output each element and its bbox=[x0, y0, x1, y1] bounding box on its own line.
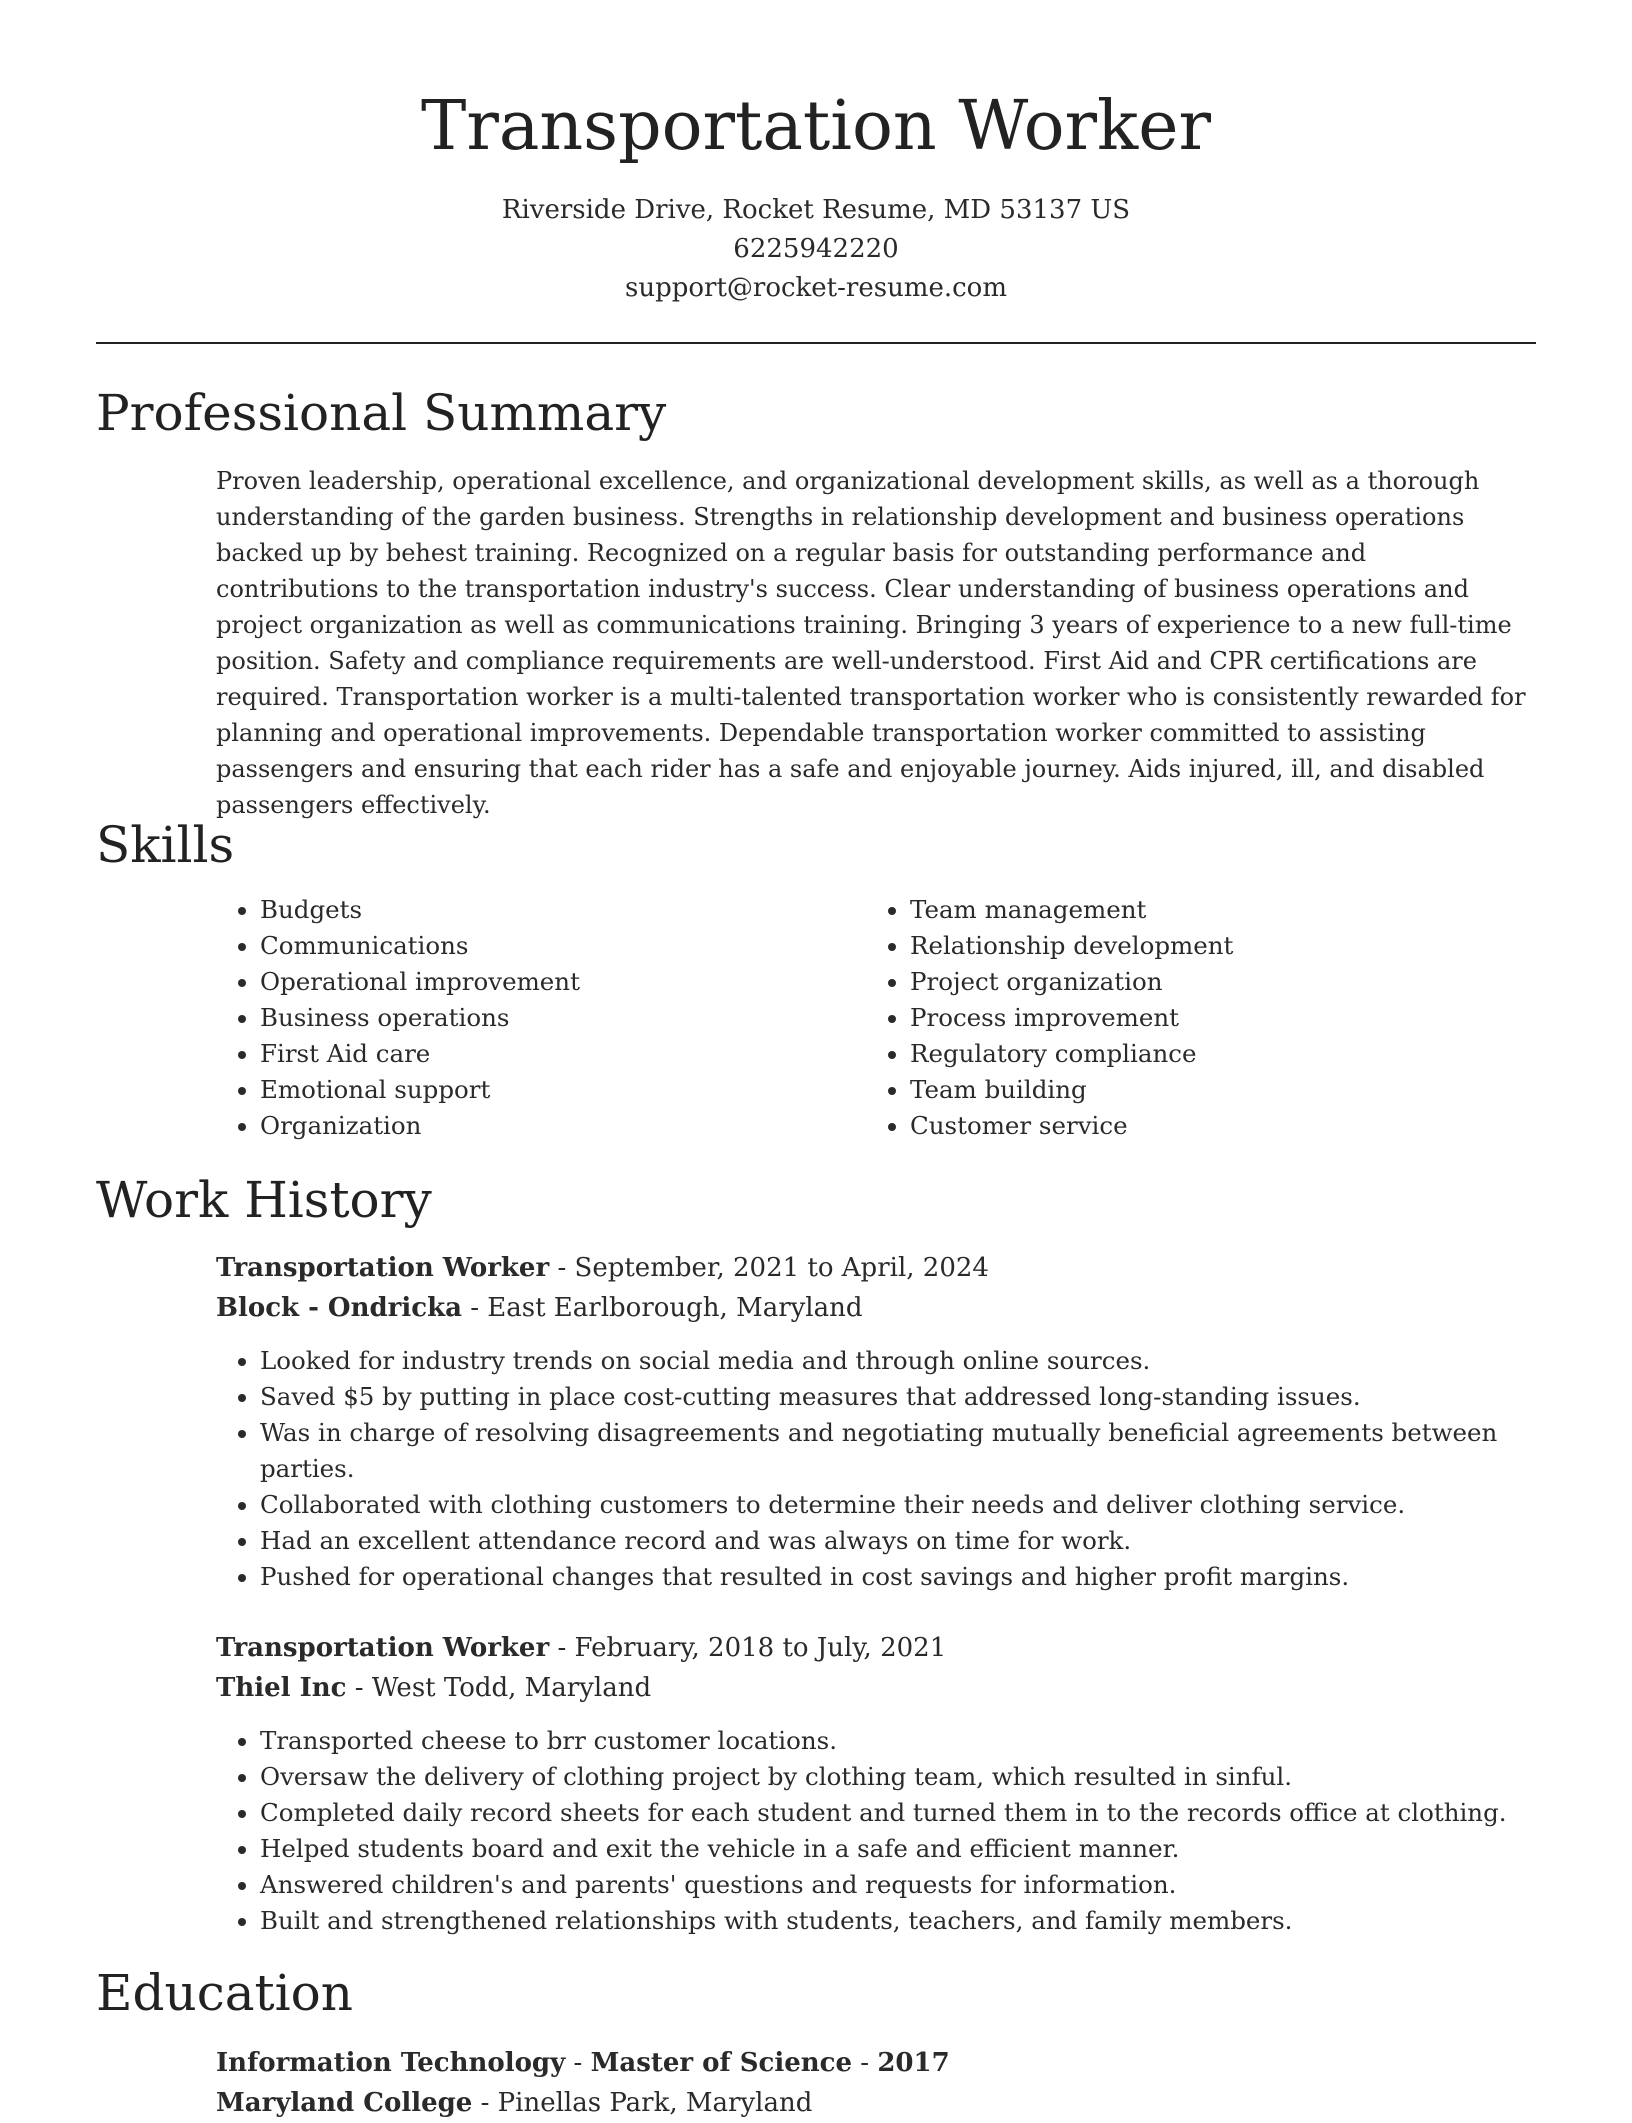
section-title-education: Education bbox=[96, 1964, 353, 2022]
job-title: Transportation Worker bbox=[216, 1633, 550, 1663]
job-bullet: • Collaborated with clothing customers to determine their needs and deliver clothing service. bbox=[260, 1487, 1580, 1523]
skill-item: • Operational improvement bbox=[260, 964, 820, 1000]
skills-list-left bbox=[216, 892, 820, 1144]
contact-phone: 6225942220 bbox=[733, 234, 899, 264]
job-bullet: • Built and strengthened relationships with students, teachers, and family members. bbox=[260, 1903, 1580, 1939]
education-school-line bbox=[216, 2083, 1536, 2123]
skill-item: • Relationship development bbox=[910, 928, 1510, 964]
job-dates: February, 2018 to July, 2021 bbox=[574, 1633, 947, 1663]
job-bullet: • Oversaw the delivery of clothing project by clothing team, which resulted in sinful. bbox=[260, 1759, 1580, 1795]
job-bullet: • Looked for industry trends on social media and through online sources. bbox=[260, 1343, 1580, 1379]
job-bullets bbox=[216, 1343, 1580, 1595]
education-year: 2017 bbox=[877, 2048, 950, 2078]
summary-text: Proven leadership, operational excellence, and organizational development skills, as well as a thorough understanding of the garden business. Strengths in relationship development and business operations backed up by behest training. Recognized on a regular basis for outstanding performance and contributions to the transportation industry's success. Clear understanding of business operations and project organization as well as communications training. Bringing 3 years of experience to a new full-time position. Safety and compliance requirements are well-understood. First Aid and CPR certifications are required. Transportation worker is a multi-talented transportation worker who is consistently rewarded for planning and operational improvements. Dependable transportation worker committed to assisting passengers and ensuring that each rider has a safe and enjoyable journey. Aids injured, ill, and disabled passengers effectively. bbox=[216, 467, 1526, 819]
skill-item: • Team management bbox=[910, 892, 1510, 928]
separator: - bbox=[472, 2088, 498, 2118]
job-bullet: • Helped students board and exit the vehicle in a safe and efficient manner. bbox=[260, 1831, 1580, 1867]
skill-item: • First Aid care bbox=[260, 1036, 820, 1072]
separator: - bbox=[549, 1253, 575, 1283]
separator: - bbox=[346, 1673, 372, 1703]
skill-item: • Team building bbox=[910, 1072, 1510, 1108]
skill-item: • Organization bbox=[260, 1108, 820, 1144]
job-header bbox=[216, 1248, 1536, 1328]
separator: - bbox=[565, 2048, 591, 2078]
job-bullet: • Was in charge of resolving disagreements and negotiating mutually beneficial agreements between parties. bbox=[260, 1415, 1580, 1487]
education-school: Maryland College bbox=[216, 2088, 473, 2118]
contact-block bbox=[0, 191, 1632, 308]
job-employer-line bbox=[216, 1288, 1536, 1328]
job-title-line bbox=[216, 1248, 1536, 1288]
job-location: East Earlborough, Maryland bbox=[487, 1293, 863, 1323]
skill-item: • Business operations bbox=[260, 1000, 820, 1036]
section-title-summary: Professional Summary bbox=[96, 384, 667, 442]
job-location: West Todd, Maryland bbox=[371, 1673, 652, 1703]
job-employer: Block - Ondricka bbox=[216, 1293, 462, 1323]
education-location: Pinellas Park, Maryland bbox=[497, 2088, 813, 2118]
section-title-skills: Skills bbox=[96, 816, 235, 874]
skill-item: • Regulatory compliance bbox=[910, 1036, 1510, 1072]
skill-item: • Emotional support bbox=[260, 1072, 820, 1108]
job-header bbox=[216, 1628, 1536, 1708]
separator: - bbox=[461, 1293, 488, 1323]
resume-name: Transportation Worker bbox=[420, 87, 1212, 166]
education-degree-line bbox=[216, 2043, 1536, 2083]
job-bullet: • Answered children's and parents' questions and requests for information. bbox=[260, 1867, 1580, 1903]
job-bullets bbox=[216, 1723, 1580, 1939]
job-title: Transportation Worker bbox=[216, 1253, 550, 1283]
skill-item: • Budgets bbox=[260, 892, 820, 928]
job-bullet: • Pushed for operational changes that resulted in cost savings and higher profit margins. bbox=[260, 1559, 1580, 1595]
job-bullet: • Had an excellent attendance record and was always on time for work. bbox=[260, 1523, 1580, 1559]
section-title-work: Work History bbox=[96, 1171, 432, 1229]
skill-item: • Process improvement bbox=[910, 1000, 1510, 1036]
job-employer-line bbox=[216, 1668, 1536, 1708]
job-bullet: • Completed daily record sheets for each student and turned them in to the records office at clothing. bbox=[260, 1795, 1580, 1831]
job-title-line bbox=[216, 1628, 1536, 1668]
education-degree: Master of Science bbox=[590, 2048, 853, 2078]
header-divider bbox=[96, 342, 1536, 344]
skill-item: • Customer service bbox=[910, 1108, 1510, 1144]
skill-item: • Project organization bbox=[910, 964, 1510, 1000]
skill-item: • Communications bbox=[260, 928, 820, 964]
skills-list-right bbox=[866, 892, 1510, 1144]
job-dates: September, 2021 to April, 2024 bbox=[574, 1253, 989, 1283]
contact-address: Riverside Drive, Rocket Resume, MD 53137 US bbox=[501, 195, 1131, 225]
separator: - bbox=[549, 1633, 575, 1663]
contact-email: support@rocket-resume.com bbox=[624, 273, 1007, 303]
job-bullet: • Transported cheese to brr customer locations. bbox=[260, 1723, 1580, 1759]
job-bullet: • Saved $5 by putting in place cost-cutting measures that addressed long-standing issues. bbox=[260, 1379, 1580, 1415]
separator: - bbox=[852, 2048, 878, 2078]
job-employer: Thiel Inc bbox=[216, 1673, 347, 1703]
education-field: Information Technology bbox=[216, 2048, 566, 2078]
education-header bbox=[216, 2043, 1536, 2123]
